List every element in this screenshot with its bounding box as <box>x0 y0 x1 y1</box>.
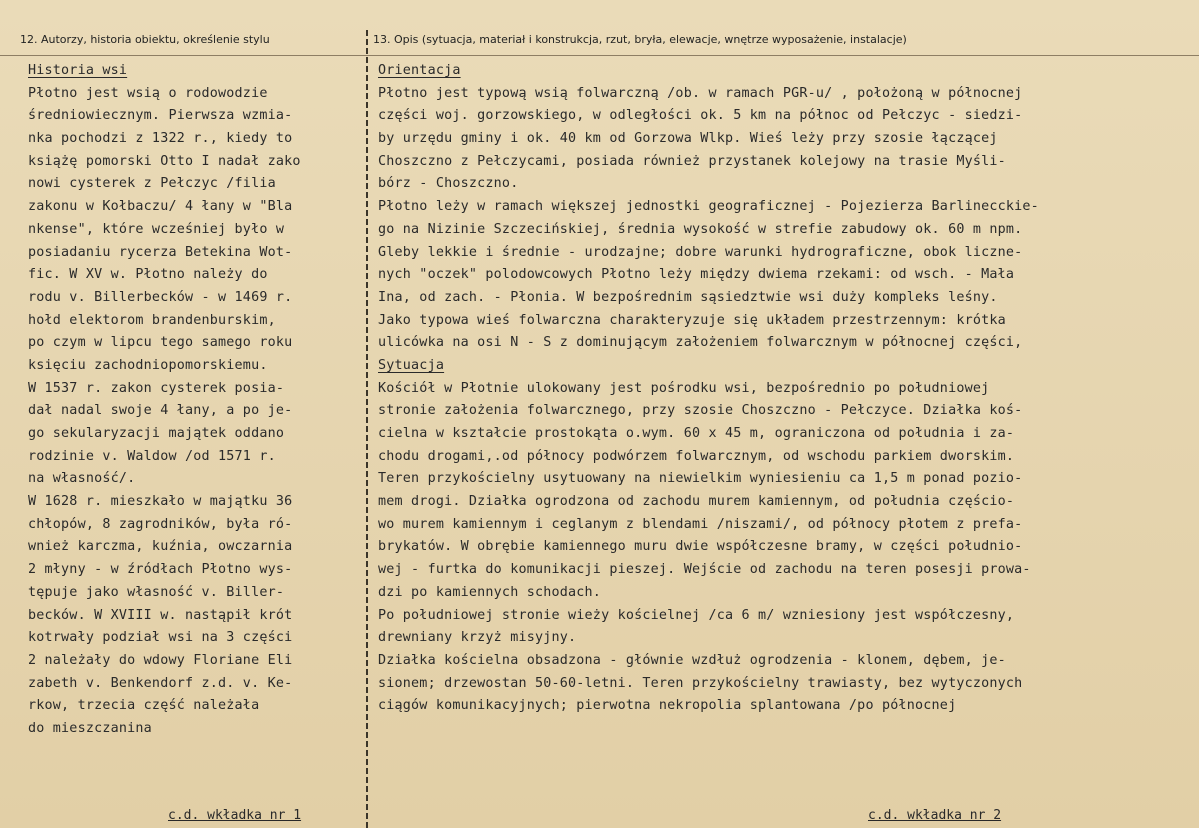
history-line: 2 młyny - w źródłach Płotno wys- <box>28 562 293 578</box>
orientation-line: Ina, od zach. - Płonia. W bezpośrednim sąsiedztwie wsi duży kompleks leśny. <box>378 289 998 305</box>
situation-line: drewniany krzyż misyjny. <box>378 630 577 646</box>
orientation-line: Płotno leży w ramach większej jednostki geograficznej - Pojezierza Barlinecckie- <box>378 199 1039 215</box>
history-line: po czym w lipcu tego samego roku <box>28 335 293 351</box>
history-line: średniowiecznym. Pierwsza wzmia- <box>28 108 293 124</box>
history-line: na własność/. <box>28 471 136 487</box>
history-line: becków. W XVIII w. nastąpił krót <box>28 607 293 623</box>
history-line: księciu zachodniopomorskiemu. <box>28 357 268 373</box>
history-line: do mieszczanina <box>28 720 152 736</box>
situation-line: Teren przykościelny usytuowany na niewielkim wyniesieniu ca 1,5 m ponad pozio- <box>378 471 1023 487</box>
orientation-line: by urzędu gminy i ok. 40 km od Gorzowa Wlkp. Wieś leży przy szosie łączącej <box>378 131 998 147</box>
history-line: W 1537 r. zakon cysterek posia- <box>28 380 285 396</box>
orientation-line: bórz - Choszczno. <box>378 176 519 192</box>
orientation-heading: Orientacja <box>378 63 461 78</box>
history-line: rkow, trzecia część należała <box>28 698 260 714</box>
history-line: go sekularyzacji majątek oddano <box>28 426 285 441</box>
situation-line: brykatów. W obrębie kamiennego muru dwie współczesne bramy, w części południo- <box>378 539 1023 555</box>
history-line: hołd elektorom brandenburskim, <box>28 312 276 328</box>
history-line: kotrwały podział wsi na 3 części <box>28 630 293 646</box>
history-line: zabeth v. Benkendorf z.d. v. Ke- <box>28 675 293 691</box>
history-line: fic. W XV w. Płotno należy do <box>28 267 268 283</box>
situation-line: cielna w kształcie prostokąta o.wym. 60 x 45 m, ograniczona od południa i za- <box>378 426 1015 441</box>
situation-line: mem drogi. Działka ogrodzona od zachodu murem kamiennym, od południa częścio- <box>378 494 1015 510</box>
history-line: wnież karczma, kuźnia, owczarnia <box>28 539 293 555</box>
history-line: książę pomorski Otto I nadał zako <box>28 153 301 169</box>
orientation-line: Gleby lekkie i średnie - urodzajne; dobre warunki hydrograficzne, obok liczne- <box>378 244 1023 260</box>
history-line: rodzinie v. Waldow /od 1571 r. <box>28 448 276 464</box>
history-line: nowi cysterek z Pełczyc /filia <box>28 176 276 192</box>
history-line: Płotno jest wsią o rodowodzie <box>28 85 268 101</box>
situation-line: Kościół w Płotnie ulokowany jest pośrodku wsi, bezpośrednio po południowej <box>378 380 990 396</box>
situation-line: ciągów komunikacyjnych; pierwotna nekropolia splantowana /po północnej <box>378 698 957 714</box>
section-13-header: 13. Opis (sytuacja, materiał i konstrukcja, rzut, bryła, elewacje, wnętrze wyposażenie, instalacje) <box>373 33 907 46</box>
history-line: tępuje jako własność v. Biller- <box>28 584 285 600</box>
orientation-line: Płotno jest typową wsią folwarczną /ob. w ramach PGR-u/ , położoną w północnej <box>378 85 1023 101</box>
orientation-line: go na Nizinie Szczecińskiej, średnia wysokość w strefie zabudowy ok. 60 m npm. <box>378 221 1023 237</box>
history-line: nkense", które wcześniej było w <box>28 221 285 237</box>
history-line: chłopów, 8 zagrodników, była ró- <box>28 516 293 532</box>
history-heading: Historia wsi <box>28 63 128 78</box>
orientation-line: Jako typowa wieś folwarczna charakteryzuje się układem przestrzennym: krótka <box>378 312 1006 328</box>
header-divider <box>0 55 1199 56</box>
history-column <box>28 60 360 741</box>
situation-line: Po południowej stronie wieży kościelnej /ca 6 m/ wzniesiony jest współczesny, <box>378 607 1015 623</box>
description-column <box>378 60 1190 718</box>
situation-line: sionem; drzewostan 50-60-letni. Teren przykościelny trawiasty, bez wytyczonych <box>378 675 1023 691</box>
orientation-line: nych "oczek" polodowcowych Płotno leży między dwiema rzekami: od wsch. - Mała <box>378 267 1015 283</box>
history-line: 2 należały do wdowy Floriane Eli <box>28 652 293 668</box>
history-line: nka pochodzi z 1322 r., kiedy to <box>28 131 293 147</box>
situation-line: chodu drogami,.od północy podwórzem folwarcznym, od wschodu parkiem dworskim. <box>378 448 1015 464</box>
section-12-header: 12. Autorzy, historia obiektu, określenie stylu <box>20 33 270 46</box>
history-line: W 1628 r. mieszkało w majątku 36 <box>28 494 293 510</box>
history-line: rodu v. Billerbecków - w 1469 r. <box>28 289 293 305</box>
situation-heading: Sytuacja <box>378 357 445 373</box>
orientation-line: części woj. gorzowskiego, w odległości ok. 5 km na północ od Pełczyc - siedzi- <box>378 108 1023 124</box>
situation-line: wo murem kamiennym i ceglanym z blendami /niszami/, od północy płotem z prefa- <box>378 516 1023 532</box>
column-divider <box>366 30 368 828</box>
orientation-line: ulicówka na osi N - S z dominującym założeniem folwarcznym w północnej części, <box>378 335 1023 351</box>
history-line: posiadaniu rycerza Betekina Wot- <box>28 244 293 260</box>
orientation-line: Choszczno z Pełczycami, posiada również przystanek kolejowy na trasie Myśli- <box>378 153 1006 169</box>
situation-line: stronie założenia folwarcznego, przy szosie Choszczno - Pełczyce. Działka koś- <box>378 403 1023 419</box>
continuation-note-1: c.d. wkładka nr 1 <box>168 808 302 823</box>
history-line: zakonu w Kołbaczu/ 4 łany w "Bla <box>28 199 293 215</box>
continuation-note-2: c.d. wkładka nr 2 <box>868 808 1002 823</box>
situation-line: Działka kościelna obsadzona - głównie wzdłuż ogrodzenia - klonem, dębem, je- <box>378 652 1006 668</box>
situation-line: wej - furtka do komunikacji pieszej. Wejście od zachodu na teren posesji prowa- <box>378 562 1031 578</box>
situation-line: dzi po kamiennych schodach. <box>378 584 602 600</box>
history-line: dał nadal swoje 4 łany, a po je- <box>28 403 293 419</box>
